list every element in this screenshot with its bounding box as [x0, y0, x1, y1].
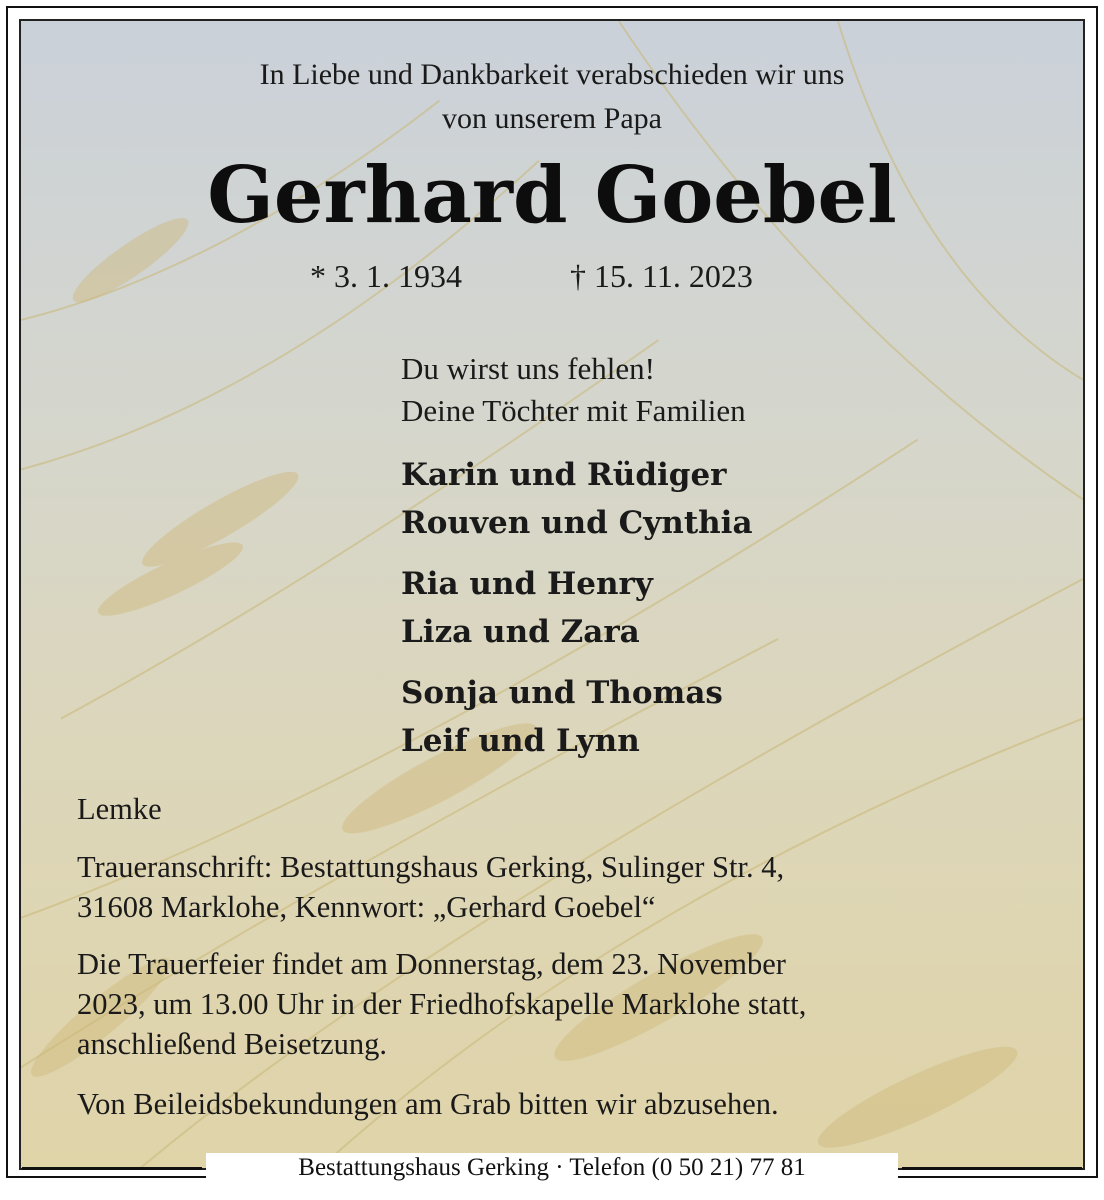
ceremony-line: 2023, um 13.00 Uhr in der Friedhofskapelle Marklohe statt, [77, 987, 807, 1021]
address-line: 31608 Marklohe, Kennwort: „Gerhard Goebel“ [77, 890, 656, 924]
footer-rule-right [902, 1167, 1082, 1170]
farewell-line: Du wirst uns fehlen! [401, 351, 655, 386]
lemke-line: Lemke [77, 792, 162, 826]
address-line: Traueranschrift: Bestattungshaus Gerking, Sulinger Str. 4, [77, 850, 785, 884]
footer-rule-left [22, 1167, 202, 1170]
intro-line-2: von unserem Papa [442, 102, 662, 135]
footer-contact: Bestattungshaus Gerking · Telefon (0 50 21) 77 81 [206, 1153, 898, 1183]
condolence-note: Von Beileidsbekundungen am Grab bitten wir abzusehen. [77, 1087, 779, 1121]
family-member: Liza und Zara [401, 614, 640, 650]
family-member: Sonja und Thomas [401, 675, 723, 711]
intro-line-1: In Liebe und Dankbarkeit verabschieden wir uns [259, 58, 845, 91]
death-date: † 15. 11. 2023 [570, 258, 753, 294]
family-member: Karin und Rüdiger [401, 457, 727, 493]
footer [6, 1153, 1098, 1181]
family-member: Leif und Lynn [401, 723, 640, 759]
deceased-name: Gerhard Goebel [207, 150, 897, 241]
ceremony-line: anschließend Beisetzung. [77, 1027, 387, 1061]
obituary-panel [19, 19, 1085, 1170]
family-member: Rouven und Cynthia [401, 505, 753, 541]
family-member: Ria und Henry [401, 566, 653, 602]
farewell-line: Deine Töchter mit Familien [401, 393, 746, 428]
ceremony-line: Die Trauerfeier findet am Donnerstag, dem 23. November [77, 947, 786, 981]
birth-date: * 3. 1. 1934 [310, 258, 462, 294]
obituary-content [21, 21, 1083, 1168]
